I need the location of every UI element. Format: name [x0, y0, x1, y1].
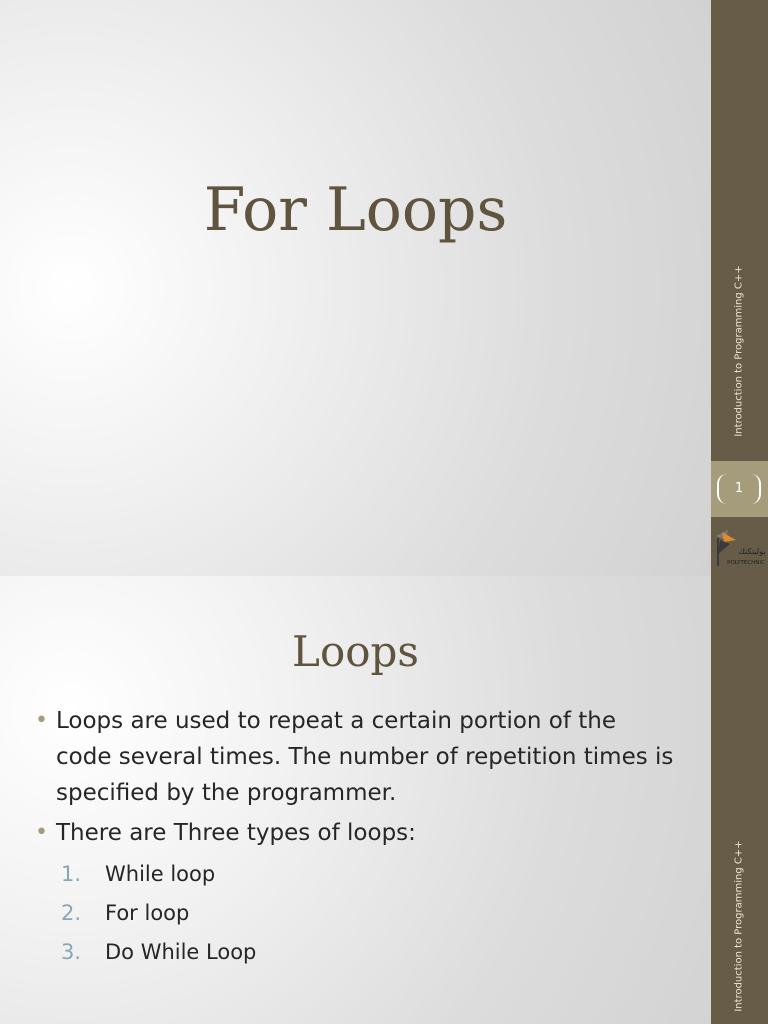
item-text: Do While Loop	[105, 940, 257, 964]
slide-title: Loops	[292, 627, 419, 676]
slide-title: For Loops	[203, 175, 508, 245]
numbered-item	[35, 894, 675, 933]
bullet-item	[35, 703, 675, 811]
item-number: 2.	[61, 901, 82, 925]
sidebar-course-title: Introduction to Programming C++	[733, 265, 745, 437]
logo-arabic-text: بوليتكنك	[738, 547, 766, 556]
item-text: For loop	[105, 901, 190, 925]
logo-english-text: POLYTECHNIC	[727, 560, 765, 566]
slide-number-box	[711, 461, 768, 517]
bullet-text: There are Three types of loops:	[56, 820, 416, 846]
item-number: 3.	[61, 940, 82, 964]
item-number: 1.	[61, 862, 82, 886]
numbered-item	[35, 855, 675, 894]
bullet-icon: •	[35, 708, 48, 733]
bullet-text: Loops are used to repeat a certain portion of the code several times. The number of repetition times is specified by the programmer.	[56, 708, 674, 806]
numbered-item	[35, 933, 675, 972]
polytechnic-logo	[712, 528, 768, 572]
bullet-item	[35, 815, 675, 851]
bullet-icon: •	[35, 820, 48, 845]
item-text: While loop	[105, 862, 216, 886]
slide-number: 1	[717, 474, 761, 504]
slide-content	[35, 703, 675, 972]
sidebar-course-title: Introduction to Programming C++	[733, 840, 745, 1012]
